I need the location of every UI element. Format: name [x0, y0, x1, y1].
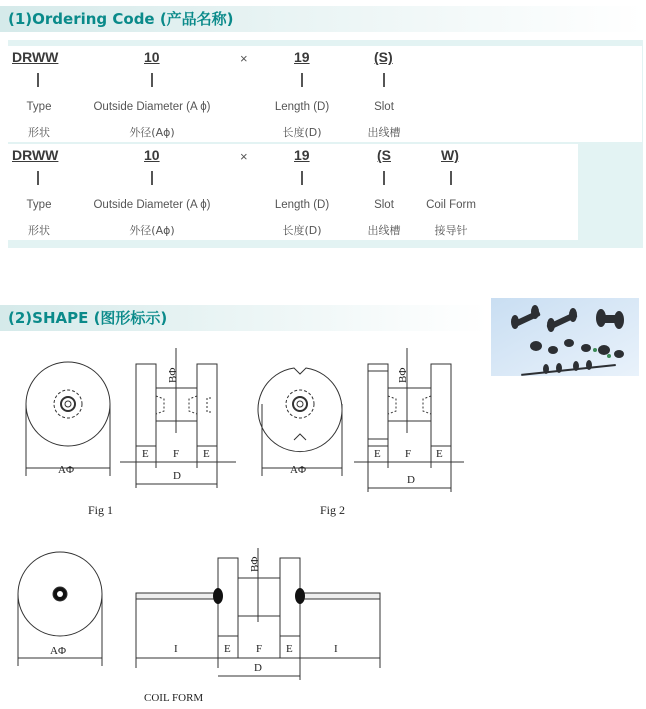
row2-label-diameter-cn: 外径(Aϕ) — [129, 224, 175, 237]
coil-form-caption: COIL FORM — [144, 692, 204, 704]
row1-times-sign: × — [240, 51, 248, 66]
row2-label-type: Type — [26, 199, 52, 211]
fig2-dim-e-left: E — [374, 448, 381, 460]
fig2-dim-b: BΦ — [397, 367, 409, 383]
row1-code-length: 19 — [294, 49, 310, 65]
coil-dim-b: BΦ — [249, 556, 261, 572]
row1-label-type: Type — [26, 101, 52, 113]
coil-form-drawing — [0, 540, 420, 690]
row2-label-diameter: Outside Diameter (A ϕ) — [93, 199, 211, 211]
row1-label-length: Length (D) — [274, 101, 330, 113]
coil-dim-a: AΦ — [50, 645, 66, 657]
row2-label-coil: Coil Form — [426, 199, 476, 211]
product-photo — [491, 298, 639, 376]
coil-dim-d: D — [254, 662, 262, 674]
row2-label-coil-cn: 接导针 — [434, 224, 468, 237]
row2-length-connector — [301, 171, 303, 185]
row2-code-diameter: 10 — [144, 147, 160, 163]
coil-dim-f: F — [256, 643, 263, 655]
row1-slot-connector — [383, 73, 385, 87]
fig1-drawing — [0, 338, 250, 498]
section-shape-title: (2)SHAPE (图形标示) — [8, 309, 168, 327]
row2-slot-connector — [383, 171, 385, 185]
row2-label-length-cn: 长度(D) — [282, 224, 322, 237]
row1-label-type-cn: 形状 — [28, 126, 50, 139]
fig2-dim-d: D — [407, 474, 415, 486]
fig2-dim-a: AΦ — [290, 464, 306, 476]
row1-label-slot-cn: 出线槽 — [367, 126, 401, 139]
row1-label-slot: Slot — [374, 101, 394, 113]
coil-dim-i-right: I — [334, 643, 338, 655]
fig1-dim-f: F — [173, 448, 180, 460]
section-shape-header — [0, 305, 488, 331]
row2-coil-connector — [450, 171, 452, 185]
fig2-caption: Fig 2 — [320, 503, 346, 517]
row1-label-length-cn: 长度(D) — [282, 126, 322, 139]
fig1-dim-e-left: E — [142, 448, 149, 460]
row2-code-coil: W) — [441, 147, 459, 163]
row2-label-type-cn: 形状 — [28, 224, 50, 237]
fig1-dim-e-right: E — [203, 448, 210, 460]
row2-label-slot-cn: 出线槽 — [367, 224, 401, 237]
section-ordering-code-header — [0, 6, 646, 32]
fig2-dim-f: F — [405, 448, 412, 460]
row2-code-slot: (S — [377, 147, 391, 163]
section-ordering-code-title: (1)Ordering Code (产品名称) — [8, 10, 234, 28]
ordering-code-row-1 — [8, 46, 642, 142]
row2-code-length: 19 — [294, 147, 310, 163]
row1-code-type: DRWW — [12, 49, 59, 65]
row1-label-diameter: Outside Diameter (A ϕ) — [93, 101, 211, 113]
row1-code-diameter: 10 — [144, 49, 160, 65]
row2-label-length: Length (D) — [274, 199, 330, 211]
row1-length-connector — [301, 73, 303, 87]
row2-diameter-connector — [151, 171, 153, 185]
fig2-dim-e-right: E — [436, 448, 443, 460]
coil-dim-e-right: E — [286, 643, 293, 655]
row1-diameter-connector — [151, 73, 153, 87]
row2-code-type: DRWW — [12, 147, 59, 163]
row2-label-slot: Slot — [374, 199, 394, 211]
row2-type-connector — [37, 171, 39, 185]
fig1-dim-a: AΦ — [58, 464, 74, 476]
coil-dim-e-left: E — [224, 643, 231, 655]
fig1-dim-b: BΦ — [167, 367, 179, 383]
fig1-caption: Fig 1 — [88, 503, 114, 517]
fig2-drawing — [250, 338, 480, 498]
row1-code-slot: (S) — [374, 49, 393, 65]
row2-times-sign: × — [240, 149, 248, 164]
coil-dim-i-left: I — [174, 643, 178, 655]
row1-label-diameter-cn: 外径(Aϕ) — [129, 126, 175, 139]
fig1-dim-d: D — [173, 470, 181, 482]
row1-type-connector — [37, 73, 39, 87]
